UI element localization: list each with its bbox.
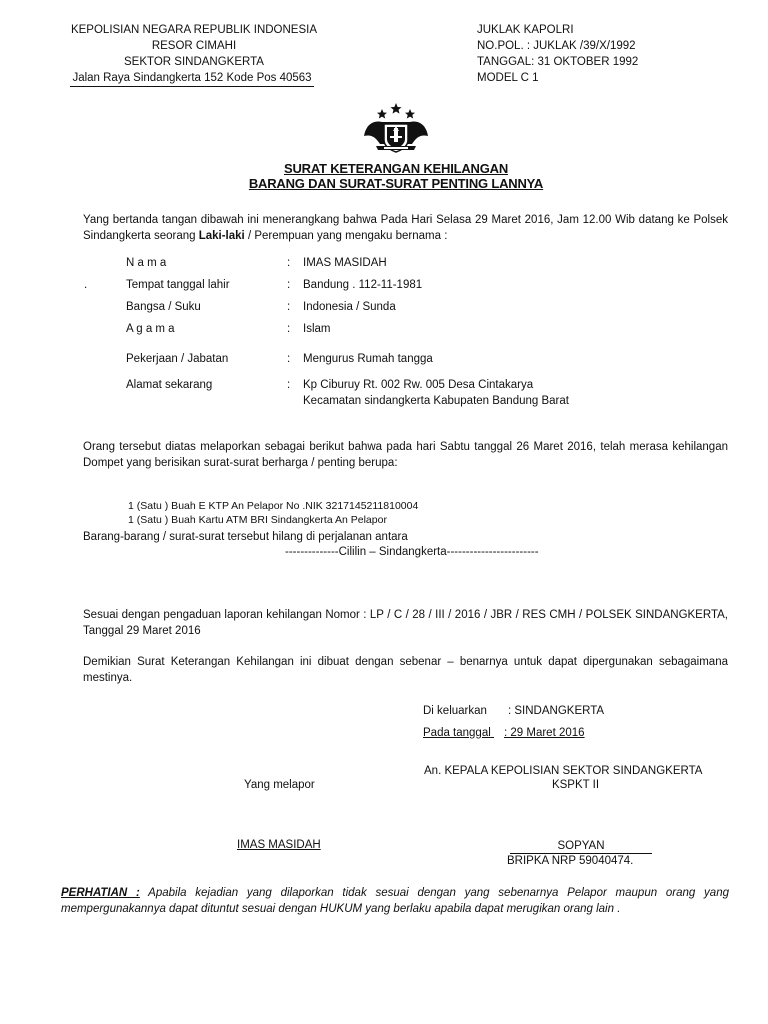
identity-value-address: Kp Ciburuy Rt. 002 Rw. 005 Desa Cintakarya (303, 379, 534, 391)
complaint-paragraph: Sesuai dengan pengaduan laporan kehilangan Nomor : LP / C / 28 / III / 2016 / JBR / RES CMH / POLSEK SINDANGKERTA, Tanggal 29 Maret 2016 (83, 609, 728, 637)
intro-text-2: / Perempuan yang mengaku bernama : (244, 230, 448, 242)
issued-place-value: : SINDANGKERTA (508, 705, 605, 717)
identity-value-name: IMAS MASIDAH (303, 257, 387, 269)
police-emblem-icon (360, 100, 432, 156)
intro-text-1: Yang bertanda tangan dibawah ini menerangkang bahwa Pada Hari Selasa 29 Maret 2016, Jam 12.00 Wib datang ke Polsek Sindangkerta seorang (83, 214, 728, 242)
header-right (477, 22, 638, 86)
identity-sep: : (287, 279, 291, 291)
route-line: --------------Cililin – Sindangkerta------------------------ (285, 546, 539, 558)
title-line2: BARANG DAN SURAT-SURAT PENTING LANNYA (248, 176, 544, 191)
closing-paragraph: Demikian Surat Keterangan Kehilangan ini dibuat dengan sebenar – benarnya untuk dapat dipergunakan sebagaimana mestinya. (83, 656, 728, 684)
identity-value-religion: Islam (303, 323, 331, 335)
identity-sep: : (287, 353, 291, 365)
identity-sep: : (287, 379, 291, 391)
report-paragraph: Orang tersebut diatas melaporkan sebagai berikut bahwa pada hari Sabtu tanggal 26 Maret 2016, telah merasa kehilangan Dompet yang berisikan surat-surat berharga / penting berupa: (83, 441, 728, 469)
header-left (58, 22, 330, 87)
intro-paragraph (83, 212, 728, 244)
header-right-line1: JUKLAK KAPOLRI (477, 24, 574, 36)
identity-sep: : (287, 323, 291, 335)
identity-label-nationality: Bangsa / Suku (126, 301, 201, 313)
reporter-label: Yang melapor (244, 779, 315, 791)
notice-label: PERHATIAN : (61, 887, 140, 899)
header-right-line4: MODEL C 1 (477, 72, 539, 84)
header-left-line3: SEKTOR SINDANGKERTA (124, 56, 264, 68)
identity-label-religion: A g a m a (126, 323, 175, 335)
header-right-line3: TANGGAL: 31 OKTOBER 1992 (477, 56, 639, 68)
official-rank: BRIPKA NRP 59040474. (507, 855, 634, 867)
document-title (0, 161, 768, 191)
header-left-line2: RESOR CIMAHI (151, 40, 237, 52)
identity-sep: : (287, 257, 291, 269)
identity-sep: : (287, 301, 291, 313)
identity-label-birth: Tempat tanggal lahir (126, 279, 230, 291)
identity-label-name: N a m a (126, 257, 167, 269)
issued-date (423, 727, 606, 739)
issued-date-value: : 29 Maret 2016 (504, 727, 585, 739)
lost-item: 1 (Satu ) Buah E KTP An Pelapor No .NIK 3217145211810004 (128, 500, 419, 512)
gender-selected: Laki-laki (198, 230, 245, 242)
issued-place-label: Di keluarkan (423, 705, 487, 717)
identity-value-address-line2: Kecamatan sindangkerta Kabupaten Bandung Barat (303, 395, 569, 407)
lost-item: 1 (Satu ) Buah Kartu ATM BRI Sindangkerta An Pelapor (128, 514, 387, 526)
issued-date-label: Pada tanggal (423, 727, 491, 739)
identity-value-nationality: Indonesia / Sunda (303, 301, 396, 313)
lost-location-line: Barang-barang / surat-surat tersebut hilang di perjalanan antara (83, 531, 408, 543)
official-title-1: An. KEPALA KEPOLISIAN SEKTOR SINDANGKERTA (424, 765, 703, 777)
identity-label-address: Alamat sekarang (126, 379, 213, 391)
bullet-dot: . (84, 279, 88, 291)
header-left-line1: KEPOLISIAN NEGARA REPUBLIK INDONESIA (70, 24, 318, 36)
identity-value-occupation: Mengurus Rumah tangga (303, 353, 433, 365)
reporter-name: IMAS MASIDAH (237, 839, 321, 851)
notice-text: Apabila kejadian yang dilaporkan tidak sesuai dengan yang sebenarnya Pelapor maupun orang yang mempergunakannya dapat dituntut sesuai dengan HUKUM yang berlaku apabila dapat merugikan orang lain . (61, 887, 729, 915)
official-title-2: KSPKT II (551, 779, 600, 791)
title-line1: SURAT KETERANGAN KEHILANGAN (283, 161, 509, 176)
notice-paragraph (61, 885, 729, 917)
header-right-line2: NO.POL. : JUKLAK /39/X/1992 (477, 40, 636, 52)
identity-label-occupation: Pekerjaan / Jabatan (126, 353, 229, 365)
header-left-address: Jalan Raya Sindangkerta 152 Kode Pos 40563 (70, 70, 313, 87)
official-name: SOPYAN (510, 839, 652, 854)
identity-value-birth: Bandung . 112-11-1981 (303, 279, 423, 291)
